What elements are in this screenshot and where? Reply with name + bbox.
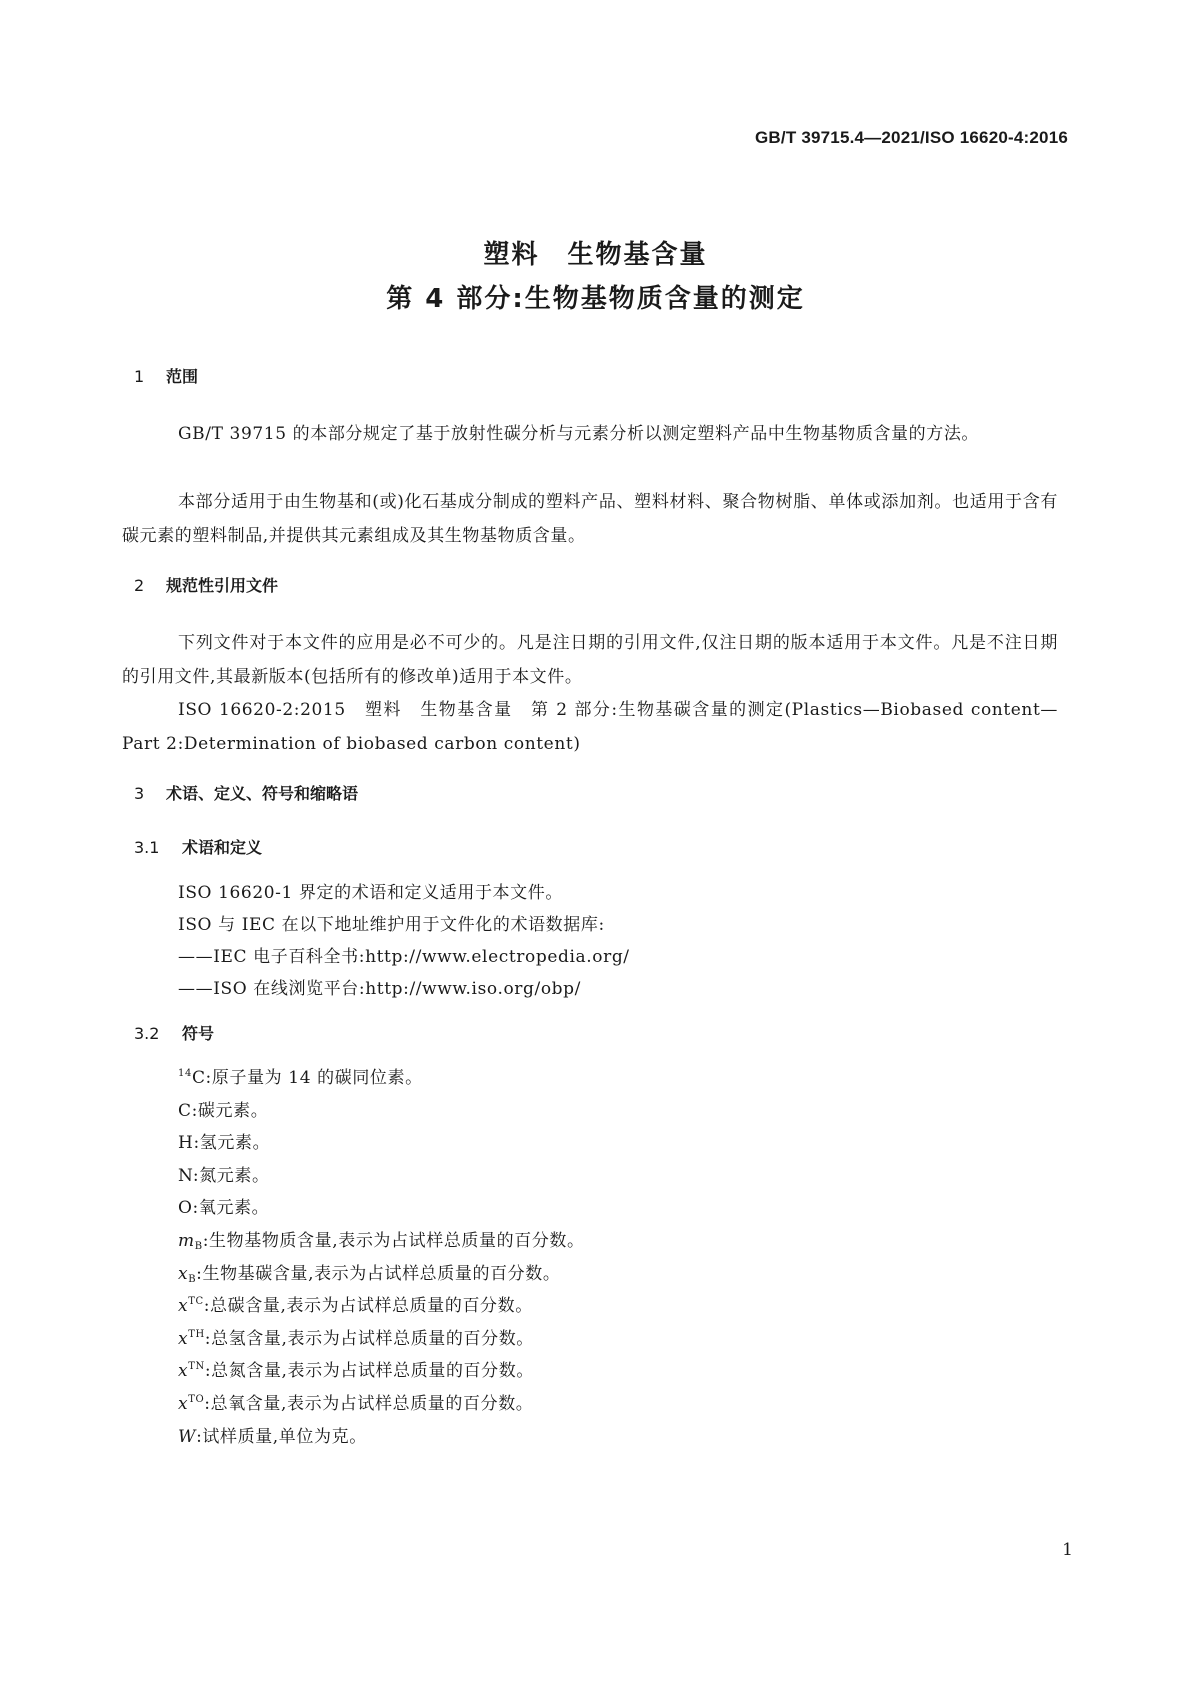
symbol-item xyxy=(178,1259,560,1285)
section-number: 3 xyxy=(134,784,145,803)
symbol-char: x xyxy=(178,1394,189,1414)
section-2-heading xyxy=(134,573,278,596)
symbol-char: m xyxy=(178,1231,195,1251)
symbol-char: C xyxy=(191,1068,206,1088)
symbol-description: :总碳含量,表示为占试样总质量的百分数。 xyxy=(203,1296,533,1316)
title-line-2: 第 4 部分:生物基物质含量的测定 xyxy=(386,284,805,314)
page-number: 1 xyxy=(1062,1540,1073,1560)
symbol-item xyxy=(178,1161,270,1186)
subsection-title: 术语和定义 xyxy=(182,838,263,857)
section-2-paragraph-1 xyxy=(122,626,1058,694)
symbol-item xyxy=(178,1324,534,1349)
symbol-superscript: TO xyxy=(188,1394,205,1405)
symbol-item xyxy=(178,1389,533,1414)
section-title: 术语、定义、符号和缩略语 xyxy=(166,784,359,803)
symbol-superscript: TN xyxy=(188,1361,205,1372)
symbol-char: O xyxy=(178,1198,193,1218)
symbol-char: x xyxy=(178,1264,189,1284)
section-title: 范围 xyxy=(166,367,199,386)
paragraph-text: GB/T 39715 的本部分规定了基于放射性碳分析与元素分析以测定塑料产品中生物基物质含量的方法。 xyxy=(178,424,980,444)
symbol-item xyxy=(178,1193,269,1218)
section-1-heading xyxy=(134,364,198,387)
symbol-char: x xyxy=(178,1361,189,1381)
symbol-char: N xyxy=(178,1166,193,1186)
paragraph-text: 本部分适用于由生物基和(或)化石基成分制成的塑料产品、塑料材料、聚合物树脂、单体或添加剂。也适用于含有碳元素的塑料制品,并提供其元素组成及其生物基物质含量。 xyxy=(122,492,1058,546)
symbol-description: :总氢含量,表示为占试样总质量的百分数。 xyxy=(204,1329,534,1349)
symbol-item xyxy=(178,1128,270,1153)
symbol-item xyxy=(178,1063,423,1088)
definition-line: ISO 与 IEC 在以下地址维护用于文件化的术语数据库: xyxy=(178,915,605,935)
section-1-paragraph-2 xyxy=(122,485,1058,553)
section-number: 1 xyxy=(134,367,145,386)
symbol-description: :氢元素。 xyxy=(193,1133,271,1153)
symbol-item xyxy=(178,1291,533,1316)
symbol-item xyxy=(178,1096,268,1121)
symbol-description: :试样质量,单位为克。 xyxy=(196,1427,367,1447)
symbol-superscript: TH xyxy=(188,1329,205,1340)
symbol-char: W xyxy=(178,1427,197,1447)
symbol-description: :总氮含量,表示为占试样总质量的百分数。 xyxy=(204,1361,534,1381)
section-3-heading xyxy=(134,781,358,804)
subsection-title: 符号 xyxy=(182,1024,215,1043)
subsection-3-2-heading xyxy=(134,1021,214,1044)
paragraph-text: 下列文件对于本文件的应用是必不可少的。凡是注日期的引用文件,仅注日期的版本适用于本文件。凡是不注日期的引用文件,其最新版本(包括所有的修改单)适用于本文件。 xyxy=(122,633,1058,687)
section-number: 2 xyxy=(134,576,145,595)
symbol-char: C xyxy=(178,1101,192,1121)
symbol-subscript: B xyxy=(188,1274,197,1285)
reference-text: ISO 16620-2:2015 塑料 生物基含量 第 2 部分:生物基碳含量的测定(Plastics—Biobased content—Part 2:Determination of biobased carbon content) xyxy=(122,700,1058,754)
subsection-number: 3.2 xyxy=(134,1024,160,1043)
symbol-description: :生物基碳含量,表示为占试样总质量的百分数。 xyxy=(196,1264,561,1284)
symbol-item xyxy=(178,1422,367,1447)
symbol-superscript: TC xyxy=(188,1296,204,1307)
symbol-description: :碳元素。 xyxy=(191,1101,269,1121)
symbol-char: x xyxy=(178,1296,189,1316)
subsection-number: 3.1 xyxy=(134,838,160,857)
symbol-char: x xyxy=(178,1329,189,1349)
definition-line: ——ISO 在线浏览平台:http://www.iso.org/obp/ xyxy=(178,979,581,999)
document-code: GB/T 39715.4—2021/ISO 16620-4:2016 xyxy=(755,128,1068,147)
title-line-1: 塑料 生物基含量 xyxy=(483,240,708,270)
section-2-reference xyxy=(122,693,1058,761)
symbol-item xyxy=(178,1226,585,1252)
symbol-description: :生物基物质含量,表示为占试样总质量的百分数。 xyxy=(202,1231,585,1251)
symbol-subscript: B xyxy=(194,1241,203,1252)
section-1-paragraph-1 xyxy=(122,417,1058,451)
symbol-item xyxy=(178,1356,534,1381)
symbol-char: H xyxy=(178,1133,194,1153)
symbol-description: :氧元素。 xyxy=(192,1198,270,1218)
definition-line: ——IEC 电子百科全书:http://www.electropedia.org/ xyxy=(178,947,630,967)
symbol-description: :氮元素。 xyxy=(192,1166,270,1186)
definition-line: ISO 16620-1 界定的术语和定义适用于本文件。 xyxy=(178,883,563,903)
symbol-description: :原子量为 14 的碳同位素。 xyxy=(205,1068,423,1088)
symbol-prescript: 14 xyxy=(178,1068,192,1079)
subsection-3-1-heading xyxy=(134,835,262,858)
symbol-description: :总氧含量,表示为占试样总质量的百分数。 xyxy=(204,1394,534,1414)
section-title: 规范性引用文件 xyxy=(166,576,279,595)
